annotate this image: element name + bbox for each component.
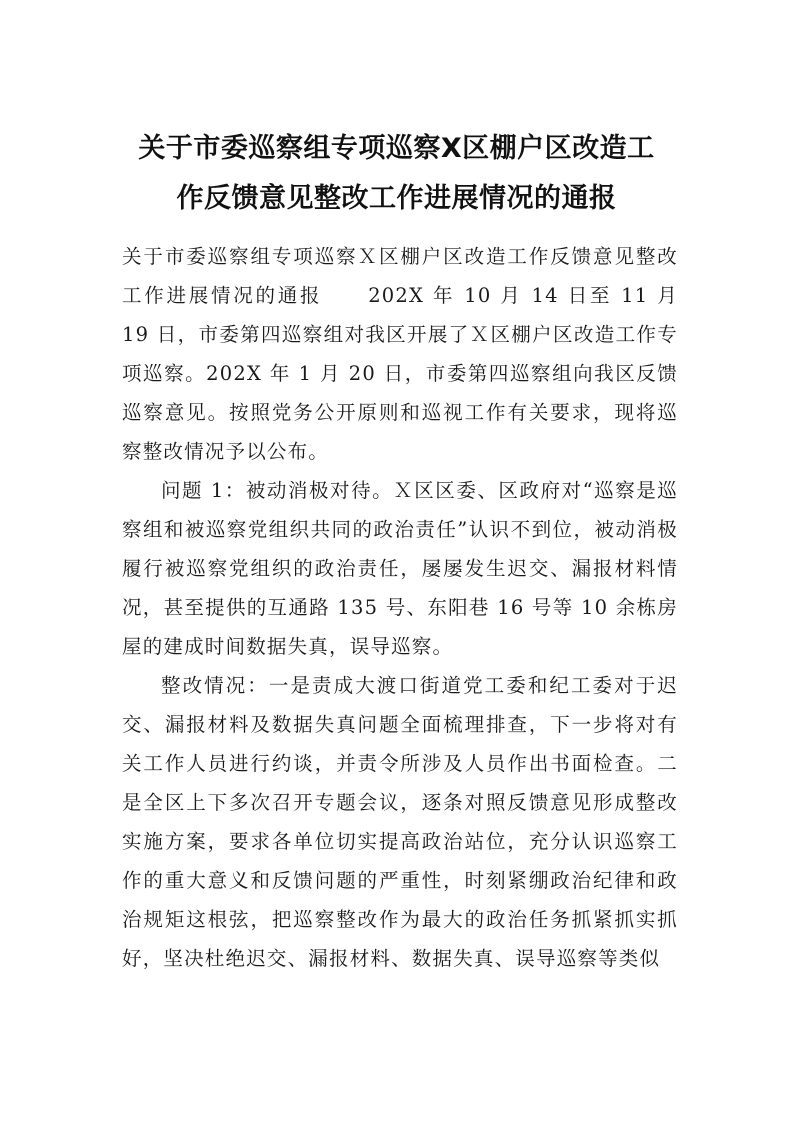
document-title [110,124,683,224]
intro-rest: 202X 年 10 月 14 日至 11 月 19 日，市委第四巡察组对我区开展了Ｘ区棚户区改造工作专项巡察。202X 年 1 月 20 日，市委第四巡察组向我区反馈巡察意见。按照党务公开原则和巡视工作有关要求，现将巡察整改情况予以公布。 [122,284,678,463]
problem-1-paragraph: 问题 1：被动消极对待。Ｘ区区委、区政府对“巡察是巡察组和被巡察党组织共同的政治责任”认识不到位，被动消极履行被巡察党组织的政治责任，屡屡发生迟交、漏报材料情况，甚至提供的互通路 135 号、东阳巷 16 号等 10 余栋房屋的建成时间数据失真，误导巡察。 [122,479,678,658]
intro-paragraph [122,237,678,471]
document-body [122,237,678,978]
rectification-paragraph: 整改情况：一是责成大渡口街道党工委和纪工委对于迟交、漏报材料及数据失真问题全面梳理排查，下一步将对有关工作人员进行约谈，并责令所涉及人员作出书面检查。二是全区上下多次召开专题会议，逐条对照反馈意见形成整改实施方案，要求各单位切实提高政治站位，充分认识巡察工作的重大意义和反馈问题的严重性，时刻紧绷政治纪律和政治规矩这根弦，把巡察整改作为最大的政治任务抓紧抓实抓好，坚决杜绝迟交、漏报材料、数据失真、误导巡察等类似 [122,674,678,970]
intro-lead: 关于市委巡察组专项巡察Ｘ区棚户区改造工作反馈意见整改工作进展情况的通报 [122,245,678,307]
title-line-2: 作反馈意见整改工作进展情况的通报 [176,183,617,214]
title-line-1: 关于市委巡察组专项巡察X区棚户区改造工 [138,133,655,164]
